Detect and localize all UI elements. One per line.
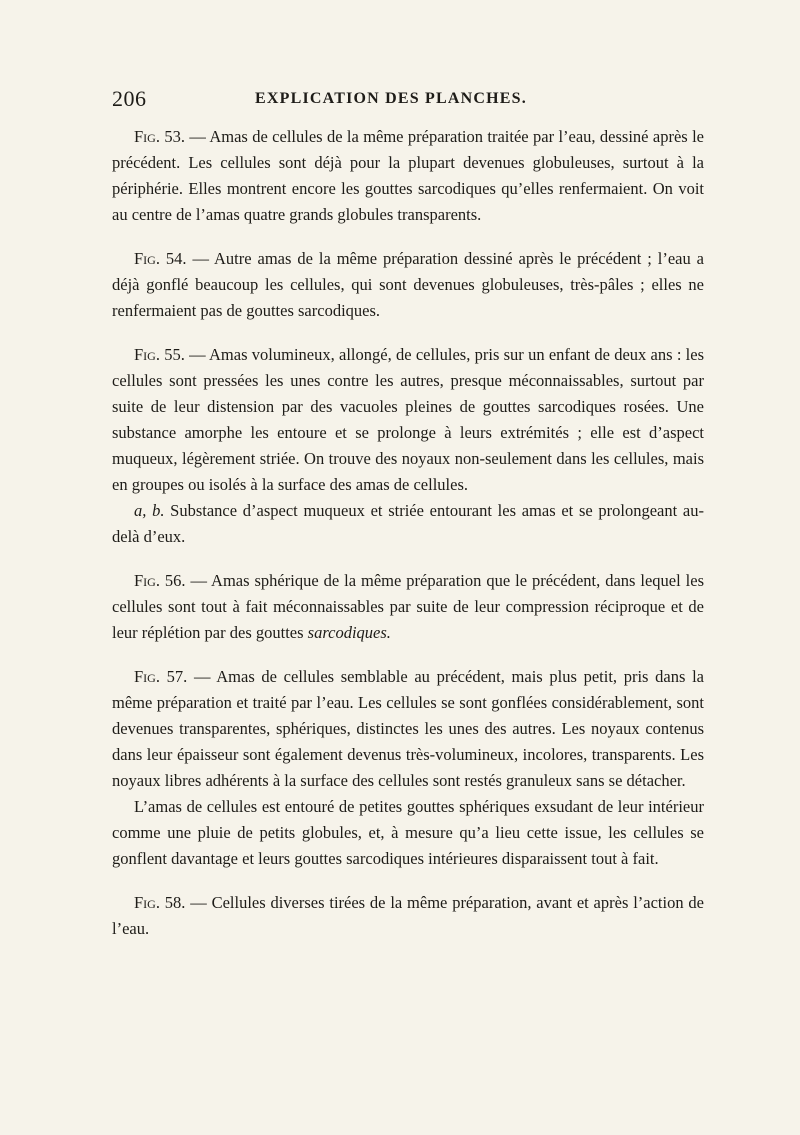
paragraph-fig-55: [112, 342, 704, 498]
running-title: EXPLICATION DES PLANCHES.: [255, 90, 527, 107]
paragraph-fig-56: [112, 568, 704, 646]
fig-label: Fig. 58.: [134, 893, 186, 912]
paragraph-text: — Amas de cellules semblable au précédent, mais plus petit, pris dans la même préparation et traité par l’eau. Les cellules se sont gonflées considérablement, sont devenues transparentes, sphériques, distinctes les unes des autres. Les noyaux contenus dans leur épaisseur sont également devenus très-volumineux, incolores, transparents. Les noyaux libres adhérents à la surface des cellules sont restés granuleux sans se détacher.: [112, 667, 704, 790]
paragraph-fig-57-cont: [112, 794, 704, 872]
paragraph-fig-53: [112, 124, 704, 228]
fig-label: Fig. 54.: [134, 249, 187, 268]
paragraph-text: — Amas volumineux, allongé, de cellules, pris sur un enfant de deux ans : les cellules sont pressées les unes contre les autres, presque méconnaissables, surtout par suite de leur distension par des vacuoles pleines de gouttes sarcodiques rosées. Une substance amorphe les entoure et se prolonge à leurs extrémités ; elle est d’aspect muqueux, légèrement striée. On trouve des noyaux non-seulement dans les cellules, mais en groupes ou isolés à la surface des amas de cellules.: [112, 345, 705, 494]
fig-label: Fig. 53.: [134, 127, 185, 146]
page-header: [112, 86, 702, 116]
legend-label: a, b.: [134, 501, 165, 520]
paragraph-text: — Amas de cellules de la même préparation traitée par l’eau, dessiné après le précédent. Les cellules sont déjà pour la plupart devenues globuleuses, surtout à la périphérie. Elles montrent encore les gouttes sarcodiques qu’elles renfermaient. On voit au centre de l’amas quatre grands globules transparents.: [112, 127, 704, 224]
paragraph-fig-55-legend: [112, 498, 704, 550]
paragraph-fig-58: [112, 890, 704, 942]
fig-label: Fig. 56.: [134, 571, 186, 590]
paragraph-text: — Autre amas de la même préparation dessiné après le précédent ; l’eau a déjà gonflé beaucoup les cellules, qui sont devenues globuleuses, très-pâles ; elles ne renfermaient pas de gouttes sarcodiques.: [112, 249, 704, 320]
paragraph-text: — Cellules diverses tirées de la même préparation, avant et après l’action de l’eau.: [112, 893, 704, 938]
paragraph-text: Substance d’aspect muqueux et striée entourant les amas et se prolongeant au-delà d’eux.: [112, 501, 704, 546]
fig-label: Fig. 57.: [134, 667, 188, 686]
paragraph-text: — Amas sphérique de la même préparation que le précédent, dans lequel les cellules sont tout à fait méconnaissables par suite de leur compression réciproque et de leur réplétion par des gouttes: [112, 571, 704, 642]
italic-word: sarcodiques.: [307, 623, 391, 642]
paragraph-fig-57: [112, 664, 704, 794]
page-number: 206: [112, 86, 147, 111]
body-text: [112, 124, 704, 942]
fig-label: Fig. 55.: [134, 345, 185, 364]
paragraph-fig-54: [112, 246, 704, 324]
paragraph-text: L’amas de cellules est entouré de petites gouttes sphériques exsudant de leur intérieur comme une pluie de petits globules, et, à mesure qu’a lieu cette issue, les cellules se gonflent davantage et leurs gouttes sarcodiques intérieures disparaissent tout à fait.: [112, 797, 704, 868]
